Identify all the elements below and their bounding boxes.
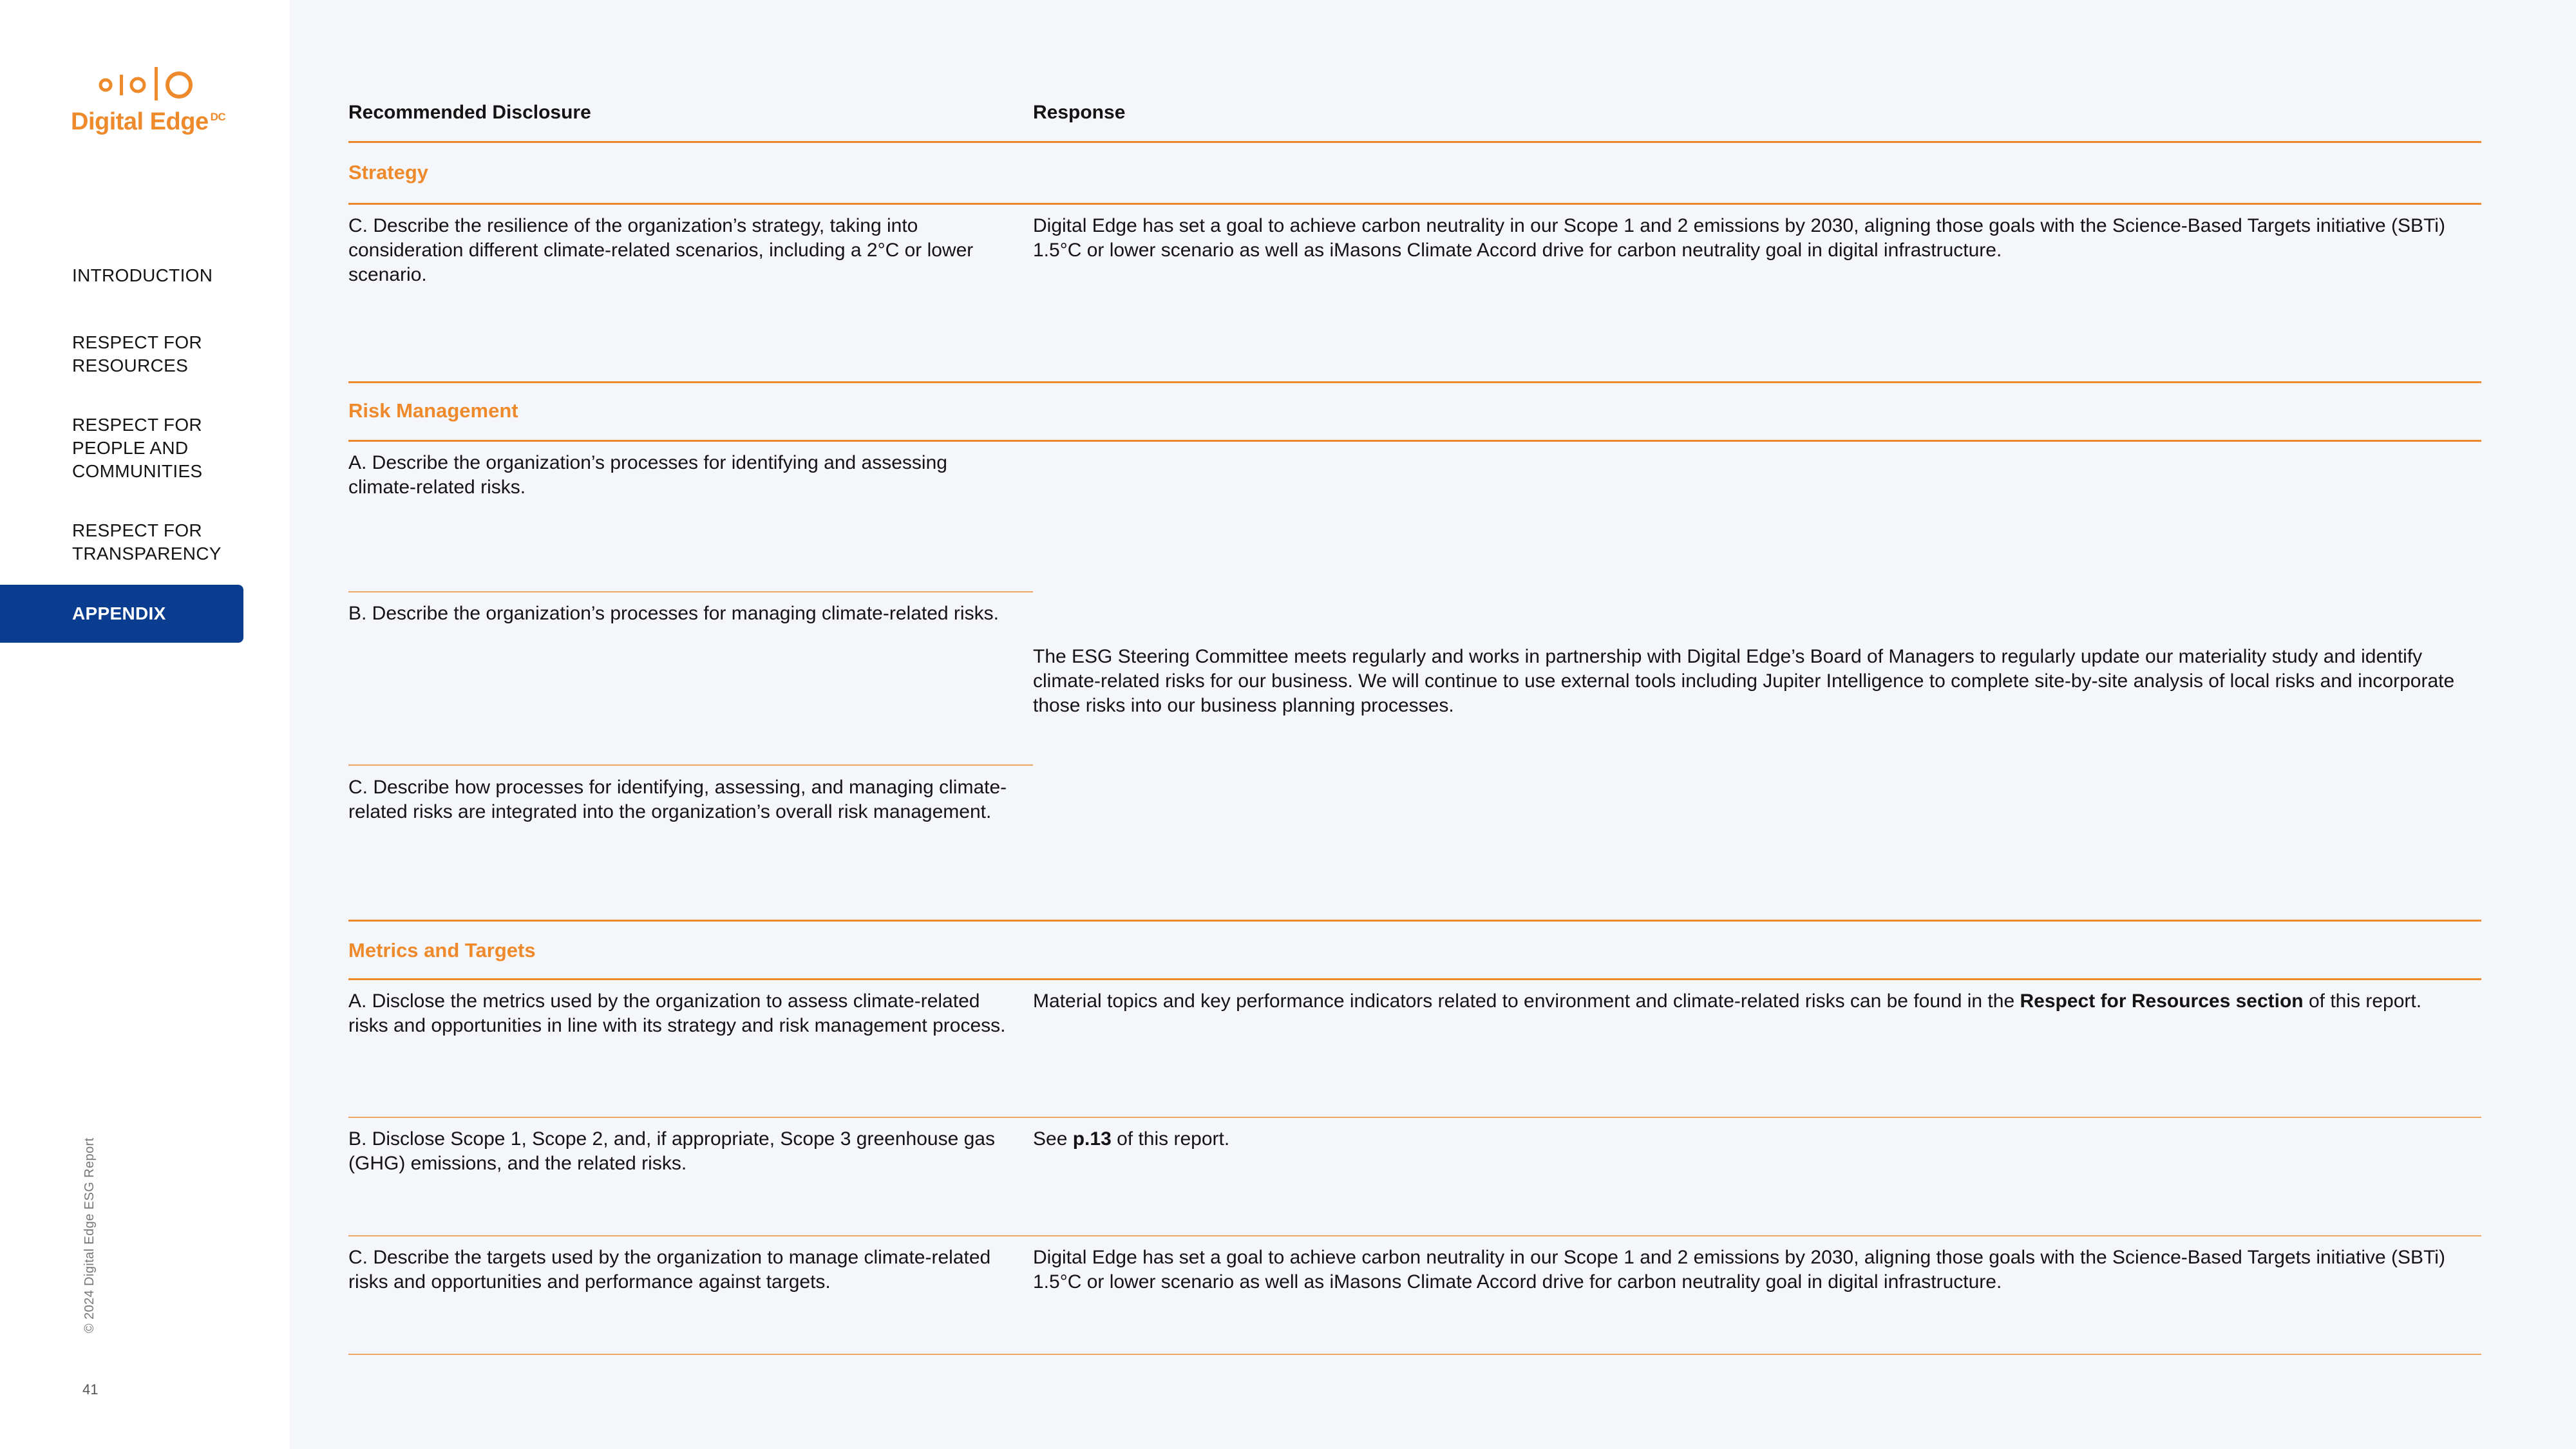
response-metrics-c: Digital Edge has set a goal to achieve carbon neutrality in our Scope 1 and 2 emissions by 2030, aligning those goals with the Science-Based Targets initiative (SBTi) 1.5°C or lower scenario as well as iMasons Climate Accord drive for carbon neutrality goal in digital infrastructure. <box>1033 1247 2445 1293</box>
row-divider <box>348 1235 2481 1236</box>
row-divider <box>348 591 1033 592</box>
brand-logo[interactable] <box>71 64 251 148</box>
nav-item-respect-for-people-and-communities[interactable]: RESPECT FOR PEOPLE AND COMMUNITIES <box>72 415 203 481</box>
row-divider <box>348 381 2481 383</box>
response-text: See <box>1033 1128 1073 1150</box>
section-divider <box>348 440 2481 442</box>
disclosure-metrics-c: C. Describe the targets used by the organization to manage climate-related risks and opportunities and performance against targets. <box>348 1247 991 1293</box>
page-number: 41 <box>82 1381 99 1397</box>
row-divider <box>348 920 2481 922</box>
nav-item-respect-for-resources[interactable]: RESPECT FOR RESOURCES <box>72 332 202 375</box>
column-header-disclosure: Recommended Disclosure <box>348 102 591 123</box>
section-title-risk-management: Risk Management <box>348 399 518 422</box>
brand-superscript: DC <box>210 111 226 124</box>
disclosure-risk-c: C. Describe how processes for identifying, assessing, and managing climate-related risks are integrated into the organization’s overall risk management. <box>348 777 1007 822</box>
nav-item-introduction[interactable]: INTRODUCTION <box>72 265 213 285</box>
respect-for-resources-section-link[interactable]: Respect for Resources section <box>2020 990 2304 1012</box>
response-strategy-c: Digital Edge has set a goal to achieve carbon neutrality in our Scope 1 and 2 emissions by 2030, aligning those goals with the Science-Based Targets initiative (SBTi) 1.5°C or lower scenario as well as iMasons Climate Accord drive for carbon neutrality goal in digital infrastructure. <box>1033 215 2445 261</box>
disclosure-metrics-a: A. Disclose the metrics used by the organization to assess climate-related risks and opportunities in line with its strategy and risk management process. <box>348 990 1006 1036</box>
section-divider <box>348 978 2481 980</box>
response-text: Material topics and key performance indicators related to environment and climate-related risks can be found in the <box>1033 990 2020 1012</box>
response-metrics-b <box>1033 1127 2481 1151</box>
brand-name: Digital Edge $^{DC}$ <box>71 108 226 135</box>
disclosure-risk-a: A. Describe the organization’s processes for identifying and assessing climate-related risks. <box>348 452 947 498</box>
disclosure-risk-b: B. Describe the organization’s processes for managing climate-related risks. <box>348 603 999 624</box>
response-metrics-a <box>1033 989 2437 1014</box>
nav-item-appendix[interactable]: APPENDIX <box>0 585 243 643</box>
nav-item-respect-for-transparency[interactable]: RESPECT FOR TRANSPARENCY <box>72 520 222 564</box>
section-divider <box>348 203 2481 205</box>
sidebar <box>0 0 290 1449</box>
section-title-strategy: Strategy <box>348 161 429 184</box>
disclosure-metrics-b: B. Disclose Scope 1, Scope 2, and, if appropriate, Scope 3 greenhouse gas (GHG) emissions, and the related risks. <box>348 1128 995 1174</box>
digital-edge-logo-mark-icon <box>98 64 201 103</box>
row-divider <box>348 764 1033 766</box>
column-header-response: Response <box>1033 102 1126 123</box>
section-title-metrics-and-targets: Metrics and Targets <box>348 939 536 961</box>
header-divider <box>348 141 2481 143</box>
copyright-notice: © 2024 Digital Edge ESG Report <box>82 1137 97 1333</box>
response-text: of this report. <box>2303 990 2422 1012</box>
response-text: of this report. <box>1111 1128 1230 1150</box>
row-divider <box>348 1117 2481 1118</box>
response-risk-management: The ESG Steering Committee meets regularly and works in partnership with Digital Edge’s Board of Managers to regularly update our materiality study and identify climate-related risks for our business. We will continue to use external tools including Jupiter Intelligence to complete site-by-site analysis of local risks and incorporate those risks into our business planning processes. <box>1033 646 2455 716</box>
page-13-link[interactable]: p.13 <box>1072 1128 1112 1150</box>
table-bottom-divider <box>348 1354 2481 1355</box>
disclosure-strategy-c: C. Describe the resilience of the organization’s strategy, taking into consideration different climate-related scenarios, including a 2°C or lower scenario. <box>348 215 974 285</box>
